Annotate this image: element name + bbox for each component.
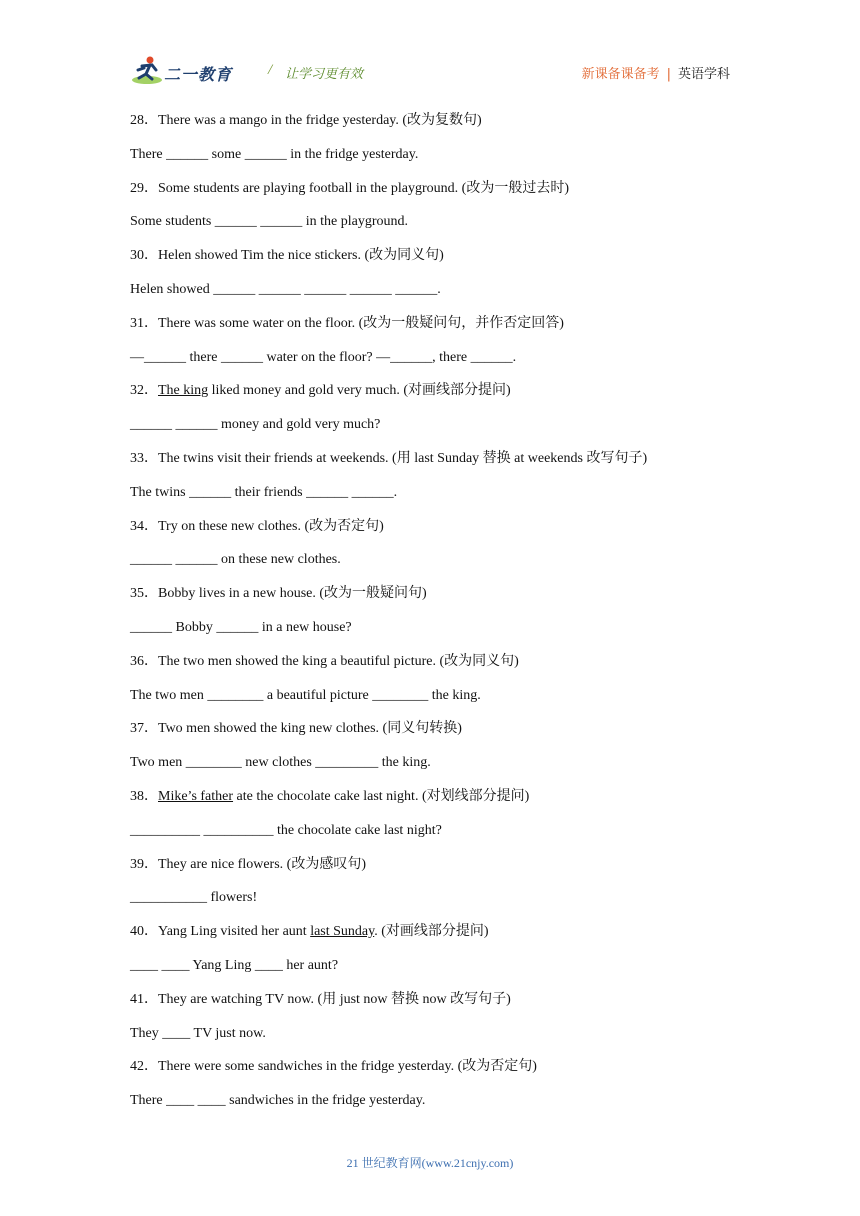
- question-line: [130, 785, 750, 819]
- line-text: ____ ____ Yang Ling ____ her aunt?: [130, 957, 339, 973]
- line-text: 30．Helen showed Tim the nice stickers. (改为同义句): [130, 248, 444, 264]
- line-text: __________ __________ the chocolate cake last night?: [130, 822, 442, 838]
- line-text: There ______ some ______ in the fridge yesterday.: [130, 146, 419, 162]
- line-text: They ____ TV just now.: [130, 1025, 266, 1041]
- line-text: The twins ______ their friends ______ ______.: [130, 484, 398, 500]
- header-separator: |: [666, 67, 671, 82]
- line-text: The two men ________ a beautiful picture ________ the king.: [130, 687, 481, 703]
- line-text: 28．There was a mango in the fridge yesterday. (改为复数句): [130, 113, 482, 128]
- answer-line: [130, 751, 750, 785]
- line-text: ___________ flowers!: [130, 890, 258, 906]
- line-text: liked money and gold very much. (对画线部分提问): [208, 383, 511, 399]
- question-line: [130, 177, 750, 211]
- answer-line: [130, 210, 750, 244]
- course-tag: 新课备课备考: [581, 67, 660, 82]
- line-text: 33．The twins visit their friends at weekends. (用 last Sunday 替换 at weekends 改写句子): [130, 450, 648, 466]
- underlined-phrase: The king: [158, 383, 209, 399]
- answer-line: [130, 954, 750, 988]
- line-text: —______ there ______ water on the floor? —______, there ______.: [130, 349, 517, 365]
- question-line: [130, 582, 750, 616]
- page-header: [130, 54, 730, 90]
- header-divider: /: [268, 62, 273, 78]
- line-text: 29．Some students are playing football in the playground. (改为一般过去时): [130, 180, 569, 196]
- answer-line: [130, 886, 750, 920]
- question-line: [130, 920, 750, 954]
- answer-line: [130, 143, 750, 177]
- exercise-list: [130, 109, 750, 1123]
- runner-logo-icon: [130, 54, 164, 88]
- question-line: [130, 447, 750, 481]
- answer-line: [130, 548, 750, 582]
- line-text: 40．Yang Ling visited her aunt: [130, 924, 311, 940]
- line-text: 34．Try on these new clothes. (改为否定句): [130, 518, 384, 534]
- line-text: 41．They are watching TV now. (用 just now 替换 now 改写句子): [130, 991, 511, 1007]
- answer-line: [130, 819, 750, 853]
- answer-line: [130, 616, 750, 650]
- line-text: ______ ______ money and gold very much?: [130, 417, 381, 433]
- line-text: There ____ ____ sandwiches in the fridge yesterday.: [130, 1093, 426, 1109]
- underlined-phrase: last Sunday: [310, 924, 375, 940]
- line-text: 35．Bobby lives in a new house. (改为一般疑问句): [130, 586, 427, 602]
- question-line: [130, 717, 750, 751]
- line-text: 32．: [130, 383, 158, 399]
- line-text: 37．Two men showed the king new clothes. (同义句转换): [130, 721, 462, 737]
- answer-line: [130, 278, 750, 312]
- answer-line: [130, 684, 750, 718]
- subject-name: 英语学科: [677, 67, 730, 82]
- question-line: [130, 650, 750, 684]
- question-line: [130, 312, 750, 346]
- question-line: [130, 1055, 750, 1089]
- line-text: Helen showed ______ ______ ______ ______ ______.: [130, 281, 441, 297]
- line-text: 38．: [130, 788, 158, 804]
- logo: [130, 54, 255, 88]
- question-line: [130, 244, 750, 278]
- line-text: 36．The two men showed the king a beautiful picture. (改为同义句): [130, 653, 519, 669]
- line-text: Some students ______ ______ in the playground.: [130, 214, 409, 230]
- line-text: . (对画线部分提问): [374, 924, 489, 940]
- brand-name: 二一教育: [164, 65, 233, 84]
- question-line: [130, 109, 750, 143]
- answer-line: [130, 481, 750, 515]
- slogan: 让学习更有效: [285, 67, 364, 82]
- line-text: 39．They are nice flowers. (改为感叹句): [130, 856, 366, 872]
- question-line: [130, 988, 750, 1022]
- answer-line: [130, 413, 750, 447]
- answer-line: [130, 346, 750, 380]
- line-text: ______ ______ on these new clothes.: [130, 552, 341, 568]
- question-line: [130, 853, 750, 887]
- line-text: ______ Bobby ______ in a new house?: [130, 619, 352, 635]
- question-line: [130, 515, 750, 549]
- subject-label: [582, 63, 730, 82]
- line-text: 31．There was some water on the floor. (改为一般疑问句，并作否定回答): [130, 315, 564, 331]
- line-text: Two men ________ new clothes _________ the king.: [130, 755, 431, 771]
- answer-line: [130, 1022, 750, 1056]
- line-text: ate the chocolate cake last night. (对划线部分提问): [233, 788, 530, 804]
- underlined-phrase: Mike’s father: [158, 788, 234, 804]
- answer-line: [130, 1089, 750, 1123]
- line-text: 42．There were some sandwiches in the fridge yesterday. (改为否定句): [130, 1059, 537, 1075]
- question-line: [130, 379, 750, 413]
- page-footer: 21 世纪教育网(www.21cnjy.com): [346, 1156, 514, 1170]
